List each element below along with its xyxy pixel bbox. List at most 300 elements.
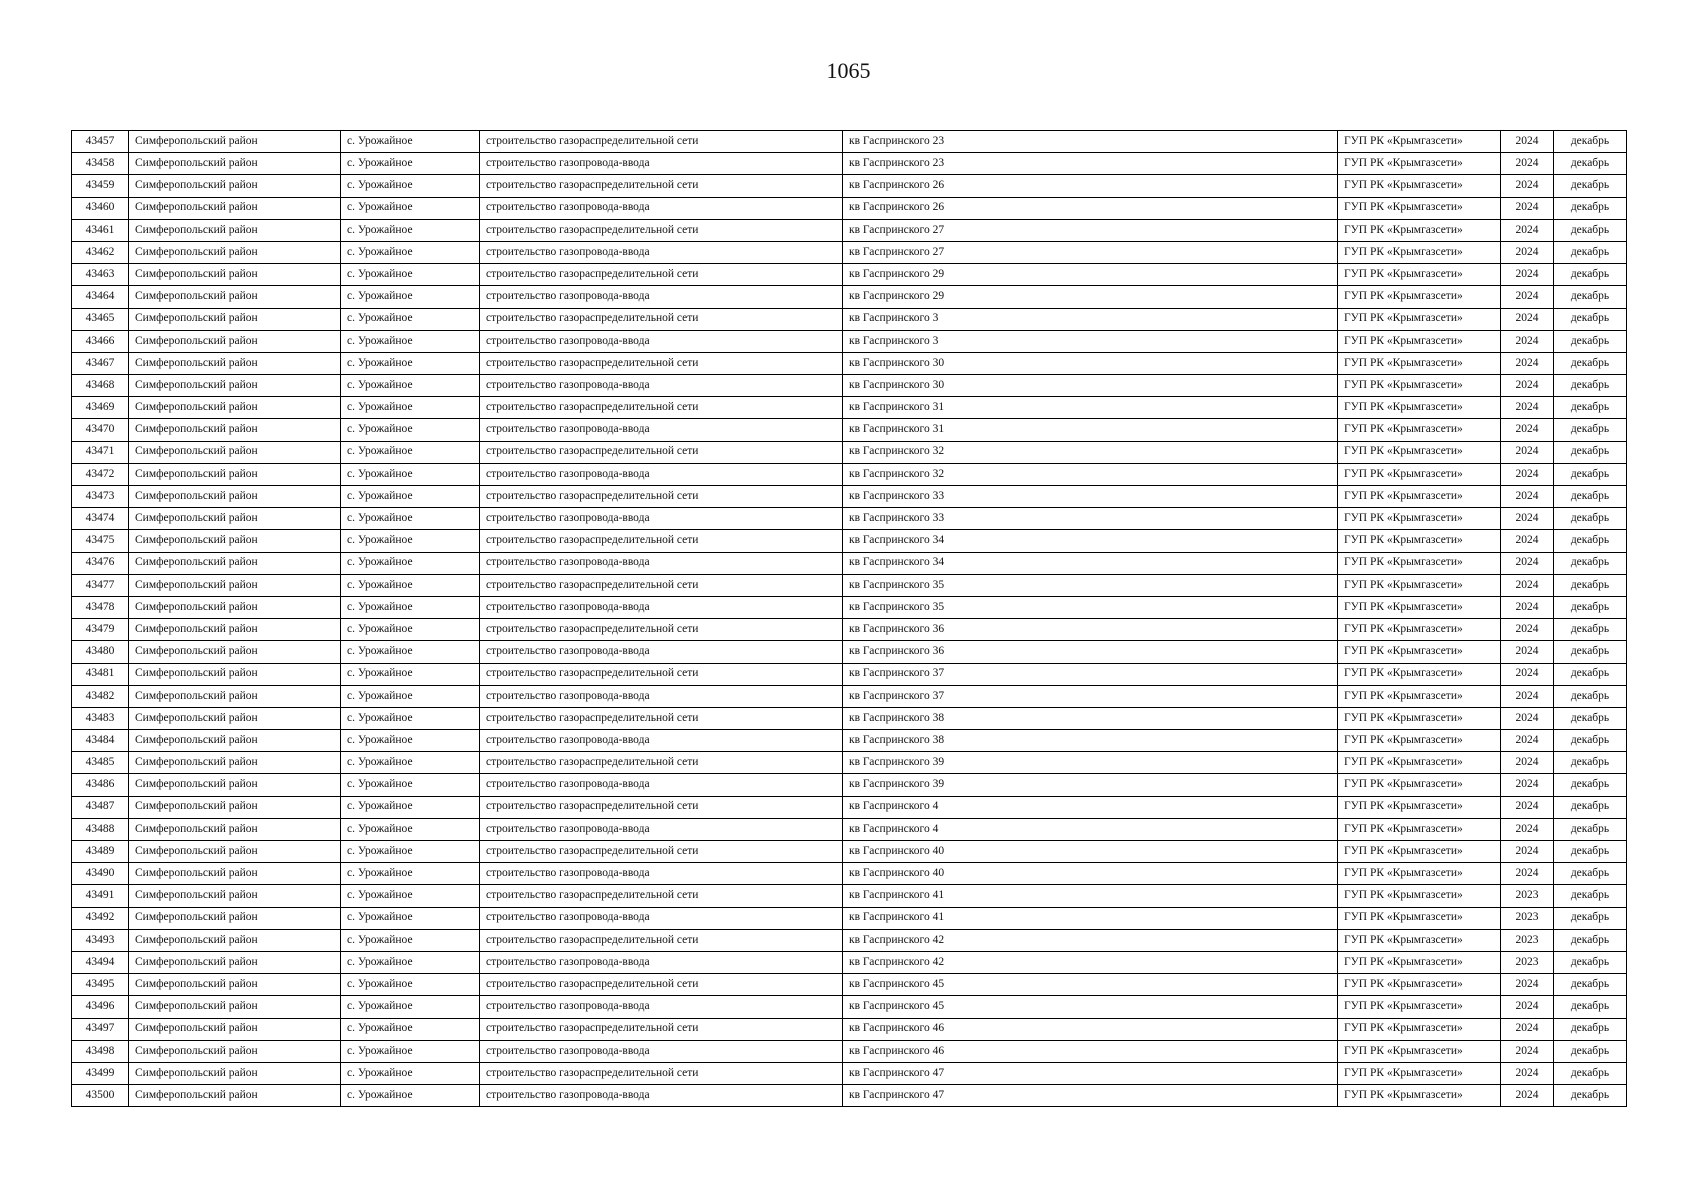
cell-district: Симферопольский район (129, 730, 341, 752)
cell-year: 2024 (1501, 1062, 1554, 1084)
cell-district: Симферопольский район (129, 929, 341, 951)
cell-organization: ГУП РК «Крымгазсети» (1338, 419, 1501, 441)
table-row (72, 841, 1627, 863)
cell-organization: ГУП РК «Крымгазсети» (1338, 707, 1501, 729)
table-row (72, 641, 1627, 663)
cell-settlement: с. Урожайное (341, 264, 480, 286)
cell-month: декабрь (1554, 286, 1627, 308)
cell-year: 2024 (1501, 619, 1554, 641)
cell-address: кв Гаспринского 35 (843, 596, 1338, 618)
cell-work-type: строительство газопровода-ввода (480, 641, 843, 663)
cell-settlement: с. Урожайное (341, 419, 480, 441)
cell-district: Симферопольский район (129, 352, 341, 374)
cell-year: 2024 (1501, 241, 1554, 263)
cell-row-number: 43461 (72, 219, 129, 241)
cell-settlement: с. Урожайное (341, 197, 480, 219)
table-row (72, 153, 1627, 175)
cell-row-number: 43466 (72, 330, 129, 352)
cell-year: 2024 (1501, 796, 1554, 818)
cell-month: декабрь (1554, 996, 1627, 1018)
cell-district: Симферопольский район (129, 951, 341, 973)
cell-work-type: строительство газопровода-ввода (480, 996, 843, 1018)
cell-settlement: с. Урожайное (341, 375, 480, 397)
cell-district: Симферопольский район (129, 574, 341, 596)
cell-district: Симферопольский район (129, 552, 341, 574)
cell-settlement: с. Урожайное (341, 486, 480, 508)
table-row (72, 486, 1627, 508)
cell-year: 2024 (1501, 530, 1554, 552)
cell-row-number: 43478 (72, 596, 129, 618)
cell-district: Симферопольский район (129, 530, 341, 552)
cell-work-type: строительство газопровода-ввода (480, 463, 843, 485)
cell-row-number: 43483 (72, 707, 129, 729)
cell-organization: ГУП РК «Крымгазсети» (1338, 619, 1501, 641)
cell-organization: ГУП РК «Крымгазсети» (1338, 241, 1501, 263)
cell-work-type: строительство газораспределительной сети (480, 530, 843, 552)
table-row (72, 219, 1627, 241)
cell-settlement: с. Урожайное (341, 907, 480, 929)
cell-year: 2024 (1501, 486, 1554, 508)
cell-organization: ГУП РК «Крымгазсети» (1338, 685, 1501, 707)
cell-address: кв Гаспринского 38 (843, 730, 1338, 752)
cell-month: декабрь (1554, 330, 1627, 352)
cell-work-type: строительство газораспределительной сети (480, 929, 843, 951)
cell-row-number: 43481 (72, 663, 129, 685)
cell-work-type: строительство газопровода-ввода (480, 330, 843, 352)
cell-month: декабрь (1554, 774, 1627, 796)
table-row (72, 552, 1627, 574)
cell-year: 2024 (1501, 730, 1554, 752)
cell-district: Симферопольский район (129, 596, 341, 618)
cell-district: Симферопольский район (129, 907, 341, 929)
cell-row-number: 43475 (72, 530, 129, 552)
cell-year: 2024 (1501, 286, 1554, 308)
cell-address: кв Гаспринского 45 (843, 974, 1338, 996)
cell-organization: ГУП РК «Крымгазсети» (1338, 175, 1501, 197)
cell-district: Симферопольский район (129, 308, 341, 330)
cell-settlement: с. Урожайное (341, 974, 480, 996)
cell-month: декабрь (1554, 685, 1627, 707)
cell-work-type: строительство газораспределительной сети (480, 308, 843, 330)
table-body (72, 131, 1627, 1107)
cell-organization: ГУП РК «Крымгазсети» (1338, 264, 1501, 286)
cell-year: 2024 (1501, 375, 1554, 397)
cell-month: декабрь (1554, 552, 1627, 574)
cell-month: декабрь (1554, 1040, 1627, 1062)
cell-organization: ГУП РК «Крымгазсети» (1338, 1085, 1501, 1107)
cell-row-number: 43493 (72, 929, 129, 951)
table-row (72, 175, 1627, 197)
cell-district: Симферопольский район (129, 508, 341, 530)
cell-organization: ГУП РК «Крымгазсети» (1338, 929, 1501, 951)
cell-work-type: строительство газопровода-ввода (480, 153, 843, 175)
cell-district: Симферопольский район (129, 885, 341, 907)
cell-row-number: 43498 (72, 1040, 129, 1062)
cell-settlement: с. Урожайное (341, 508, 480, 530)
cell-year: 2024 (1501, 818, 1554, 840)
cell-month: декабрь (1554, 707, 1627, 729)
cell-organization: ГУП РК «Крымгазсети» (1338, 730, 1501, 752)
cell-settlement: с. Урожайное (341, 596, 480, 618)
cell-row-number: 43482 (72, 685, 129, 707)
cell-district: Симферопольский район (129, 1040, 341, 1062)
cell-month: декабрь (1554, 1085, 1627, 1107)
cell-organization: ГУП РК «Крымгазсети» (1338, 508, 1501, 530)
cell-year: 2024 (1501, 974, 1554, 996)
cell-district: Симферопольский район (129, 219, 341, 241)
cell-year: 2024 (1501, 996, 1554, 1018)
table-row (72, 818, 1627, 840)
cell-district: Симферопольский район (129, 974, 341, 996)
cell-settlement: с. Урожайное (341, 153, 480, 175)
cell-organization: ГУП РК «Крымгазсети» (1338, 219, 1501, 241)
cell-organization: ГУП РК «Крымгазсети» (1338, 397, 1501, 419)
cell-year: 2024 (1501, 774, 1554, 796)
cell-month: декабрь (1554, 219, 1627, 241)
cell-organization: ГУП РК «Крымгазсети» (1338, 596, 1501, 618)
cell-year: 2024 (1501, 330, 1554, 352)
cell-address: кв Гаспринского 4 (843, 818, 1338, 840)
cell-organization: ГУП РК «Крымгазсети» (1338, 974, 1501, 996)
cell-organization: ГУП РК «Крымгазсети» (1338, 308, 1501, 330)
cell-month: декабрь (1554, 352, 1627, 374)
cell-row-number: 43468 (72, 375, 129, 397)
cell-month: декабрь (1554, 1018, 1627, 1040)
cell-district: Симферопольский район (129, 375, 341, 397)
cell-district: Симферопольский район (129, 774, 341, 796)
cell-address: кв Гаспринского 36 (843, 619, 1338, 641)
cell-work-type: строительство газораспределительной сети (480, 352, 843, 374)
cell-work-type: строительство газораспределительной сети (480, 707, 843, 729)
table-row (72, 463, 1627, 485)
cell-district: Симферопольский район (129, 241, 341, 263)
cell-month: декабрь (1554, 663, 1627, 685)
cell-settlement: с. Урожайное (341, 1040, 480, 1062)
cell-year: 2024 (1501, 574, 1554, 596)
cell-month: декабрь (1554, 619, 1627, 641)
cell-year: 2024 (1501, 641, 1554, 663)
cell-organization: ГУП РК «Крымгазсети» (1338, 774, 1501, 796)
table-row (72, 996, 1627, 1018)
table-row (72, 286, 1627, 308)
cell-month: декабрь (1554, 264, 1627, 286)
table-row (72, 596, 1627, 618)
cell-month: декабрь (1554, 641, 1627, 663)
cell-year: 2024 (1501, 685, 1554, 707)
cell-address: кв Гаспринского 32 (843, 463, 1338, 485)
cell-settlement: с. Урожайное (341, 685, 480, 707)
page-number: 1065 (826, 58, 871, 83)
cell-year: 2024 (1501, 441, 1554, 463)
cell-settlement: с. Урожайное (341, 730, 480, 752)
cell-month: декабрь (1554, 463, 1627, 485)
cell-work-type: строительство газопровода-ввода (480, 1085, 843, 1107)
cell-address: кв Гаспринского 42 (843, 951, 1338, 973)
cell-row-number: 43463 (72, 264, 129, 286)
cell-row-number: 43460 (72, 197, 129, 219)
cell-address: кв Гаспринского 37 (843, 685, 1338, 707)
cell-settlement: с. Урожайное (341, 929, 480, 951)
cell-year: 2024 (1501, 1018, 1554, 1040)
cell-month: декабрь (1554, 419, 1627, 441)
cell-district: Симферопольский район (129, 707, 341, 729)
cell-organization: ГУП РК «Крымгазсети» (1338, 574, 1501, 596)
cell-district: Симферопольский район (129, 1085, 341, 1107)
cell-settlement: с. Урожайное (341, 951, 480, 973)
cell-work-type: строительство газораспределительной сети (480, 175, 843, 197)
table-row (72, 397, 1627, 419)
cell-year: 2024 (1501, 1085, 1554, 1107)
cell-month: декабрь (1554, 574, 1627, 596)
cell-settlement: с. Урожайное (341, 885, 480, 907)
table-row (72, 663, 1627, 685)
cell-year: 2024 (1501, 596, 1554, 618)
cell-district: Симферопольский район (129, 685, 341, 707)
cell-organization: ГУП РК «Крымгазсети» (1338, 863, 1501, 885)
cell-year: 2024 (1501, 197, 1554, 219)
cell-row-number: 43459 (72, 175, 129, 197)
cell-work-type: строительство газораспределительной сети (480, 974, 843, 996)
cell-settlement: с. Урожайное (341, 574, 480, 596)
cell-organization: ГУП РК «Крымгазсети» (1338, 796, 1501, 818)
cell-work-type: строительство газораспределительной сети (480, 619, 843, 641)
cell-month: декабрь (1554, 131, 1627, 153)
cell-month: декабрь (1554, 197, 1627, 219)
cell-district: Симферопольский район (129, 752, 341, 774)
cell-district: Симферопольский район (129, 619, 341, 641)
table-row (72, 530, 1627, 552)
cell-address: кв Гаспринского 40 (843, 863, 1338, 885)
cell-row-number: 43485 (72, 752, 129, 774)
cell-month: декабрь (1554, 241, 1627, 263)
cell-address: кв Гаспринского 35 (843, 574, 1338, 596)
cell-address: кв Гаспринского 30 (843, 375, 1338, 397)
cell-district: Симферопольский район (129, 663, 341, 685)
cell-settlement: с. Урожайное (341, 1085, 480, 1107)
cell-settlement: с. Урожайное (341, 463, 480, 485)
table-row (72, 330, 1627, 352)
cell-address: кв Гаспринского 27 (843, 219, 1338, 241)
cell-organization: ГУП РК «Крымгазсети» (1338, 907, 1501, 929)
cell-settlement: с. Урожайное (341, 841, 480, 863)
cell-year: 2023 (1501, 885, 1554, 907)
cell-month: декабрь (1554, 796, 1627, 818)
cell-organization: ГУП РК «Крымгазсети» (1338, 530, 1501, 552)
cell-year: 2024 (1501, 419, 1554, 441)
cell-address: кв Гаспринского 3 (843, 308, 1338, 330)
cell-district: Симферопольский район (129, 1062, 341, 1084)
cell-district: Симферопольский район (129, 330, 341, 352)
cell-year: 2023 (1501, 907, 1554, 929)
cell-row-number: 43473 (72, 486, 129, 508)
cell-row-number: 43476 (72, 552, 129, 574)
cell-organization: ГУП РК «Крымгазсети» (1338, 752, 1501, 774)
cell-year: 2024 (1501, 752, 1554, 774)
cell-address: кв Гаспринского 42 (843, 929, 1338, 951)
cell-organization: ГУП РК «Крымгазсети» (1338, 1062, 1501, 1084)
cell-address: кв Гаспринского 34 (843, 552, 1338, 574)
cell-district: Симферопольский район (129, 1018, 341, 1040)
cell-organization: ГУП РК «Крымгазсети» (1338, 330, 1501, 352)
cell-address: кв Гаспринского 38 (843, 707, 1338, 729)
cell-organization: ГУП РК «Крымгазсети» (1338, 463, 1501, 485)
cell-month: декабрь (1554, 375, 1627, 397)
cell-address: кв Гаспринского 23 (843, 153, 1338, 175)
table-row (72, 885, 1627, 907)
cell-address: кв Гаспринского 29 (843, 286, 1338, 308)
cell-work-type: строительство газопровода-ввода (480, 730, 843, 752)
table-row (72, 730, 1627, 752)
cell-row-number: 43500 (72, 1085, 129, 1107)
cell-district: Симферопольский район (129, 818, 341, 840)
table-row (72, 375, 1627, 397)
cell-row-number: 43484 (72, 730, 129, 752)
cell-work-type: строительство газораспределительной сети (480, 663, 843, 685)
cell-row-number: 43471 (72, 441, 129, 463)
cell-settlement: с. Урожайное (341, 441, 480, 463)
cell-organization: ГУП РК «Крымгазсети» (1338, 197, 1501, 219)
cell-month: декабрь (1554, 863, 1627, 885)
cell-organization: ГУП РК «Крымгазсети» (1338, 663, 1501, 685)
cell-address: кв Гаспринского 31 (843, 397, 1338, 419)
cell-month: декабрь (1554, 1062, 1627, 1084)
cell-month: декабрь (1554, 153, 1627, 175)
cell-district: Симферопольский район (129, 463, 341, 485)
cell-organization: ГУП РК «Крымгазсети» (1338, 352, 1501, 374)
cell-address: кв Гаспринского 37 (843, 663, 1338, 685)
cell-row-number: 43472 (72, 463, 129, 485)
table-row (72, 574, 1627, 596)
table-row (72, 1040, 1627, 1062)
cell-month: декабрь (1554, 929, 1627, 951)
cell-work-type: строительство газопровода-ввода (480, 774, 843, 796)
cell-row-number: 43457 (72, 131, 129, 153)
cell-address: кв Гаспринского 32 (843, 441, 1338, 463)
cell-settlement: с. Урожайное (341, 552, 480, 574)
table-row (72, 241, 1627, 263)
cell-organization: ГУП РК «Крымгазсети» (1338, 153, 1501, 175)
cell-district: Симферопольский район (129, 419, 341, 441)
cell-year: 2024 (1501, 352, 1554, 374)
cell-year: 2024 (1501, 219, 1554, 241)
cell-address: кв Гаспринского 33 (843, 486, 1338, 508)
cell-organization: ГУП РК «Крымгазсети» (1338, 375, 1501, 397)
cell-district: Симферопольский район (129, 397, 341, 419)
cell-month: декабрь (1554, 308, 1627, 330)
cell-work-type: строительство газораспределительной сети (480, 397, 843, 419)
cell-address: кв Гаспринского 36 (843, 641, 1338, 663)
cell-settlement: с. Урожайное (341, 352, 480, 374)
cell-district: Симферопольский район (129, 863, 341, 885)
cell-settlement: с. Урожайное (341, 707, 480, 729)
cell-work-type: строительство газопровода-ввода (480, 596, 843, 618)
cell-settlement: с. Урожайное (341, 641, 480, 663)
cell-month: декабрь (1554, 974, 1627, 996)
cell-settlement: с. Урожайное (341, 752, 480, 774)
table-row (72, 685, 1627, 707)
cell-row-number: 43492 (72, 907, 129, 929)
cell-year: 2024 (1501, 131, 1554, 153)
table-row (72, 929, 1627, 951)
cell-district: Симферопольский район (129, 996, 341, 1018)
cell-work-type: строительство газопровода-ввода (480, 951, 843, 973)
cell-address: кв Гаспринского 26 (843, 197, 1338, 219)
table-row (72, 796, 1627, 818)
cell-work-type: строительство газораспределительной сети (480, 752, 843, 774)
cell-row-number: 43487 (72, 796, 129, 818)
cell-year: 2024 (1501, 663, 1554, 685)
cell-district: Симферопольский район (129, 131, 341, 153)
cell-address: кв Гаспринского 39 (843, 752, 1338, 774)
cell-address: кв Гаспринского 40 (843, 841, 1338, 863)
cell-work-type: строительство газораспределительной сети (480, 796, 843, 818)
cell-settlement: с. Урожайное (341, 663, 480, 685)
table-row (72, 441, 1627, 463)
cell-row-number: 43467 (72, 352, 129, 374)
cell-organization: ГУП РК «Крымгазсети» (1338, 641, 1501, 663)
cell-address: кв Гаспринского 26 (843, 175, 1338, 197)
cell-work-type: строительство газораспределительной сети (480, 486, 843, 508)
cell-settlement: с. Урожайное (341, 530, 480, 552)
cell-year: 2023 (1501, 951, 1554, 973)
cell-work-type: строительство газораспределительной сети (480, 574, 843, 596)
cell-row-number: 43499 (72, 1062, 129, 1084)
table-row (72, 131, 1627, 153)
cell-year: 2024 (1501, 264, 1554, 286)
cell-organization: ГУП РК «Крымгазсети» (1338, 131, 1501, 153)
cell-row-number: 43497 (72, 1018, 129, 1040)
cell-settlement: с. Урожайное (341, 397, 480, 419)
table-row (72, 419, 1627, 441)
cell-settlement: с. Урожайное (341, 131, 480, 153)
cell-year: 2024 (1501, 397, 1554, 419)
cell-month: декабрь (1554, 530, 1627, 552)
cell-work-type: строительство газопровода-ввода (480, 818, 843, 840)
cell-district: Симферопольский район (129, 796, 341, 818)
cell-work-type: строительство газопровода-ввода (480, 419, 843, 441)
cell-organization: ГУП РК «Крымгазсети» (1338, 486, 1501, 508)
table-row (72, 752, 1627, 774)
cell-district: Симферопольский район (129, 286, 341, 308)
cell-month: декабрь (1554, 907, 1627, 929)
cell-settlement: с. Урожайное (341, 796, 480, 818)
cell-row-number: 43464 (72, 286, 129, 308)
registry-table (71, 130, 1627, 1107)
cell-row-number: 43494 (72, 951, 129, 973)
cell-row-number: 43469 (72, 397, 129, 419)
table-row (72, 907, 1627, 929)
cell-row-number: 43491 (72, 885, 129, 907)
cell-address: кв Гаспринского 3 (843, 330, 1338, 352)
cell-organization: ГУП РК «Крымгазсети» (1338, 818, 1501, 840)
cell-work-type: строительство газораспределительной сети (480, 841, 843, 863)
table-row (72, 308, 1627, 330)
cell-work-type: строительство газораспределительной сети (480, 885, 843, 907)
cell-settlement: с. Урожайное (341, 219, 480, 241)
cell-row-number: 43458 (72, 153, 129, 175)
cell-row-number: 43496 (72, 996, 129, 1018)
cell-settlement: с. Урожайное (341, 1062, 480, 1084)
table-row (72, 774, 1627, 796)
cell-settlement: с. Урожайное (341, 863, 480, 885)
cell-district: Симферопольский район (129, 486, 341, 508)
cell-row-number: 43462 (72, 241, 129, 263)
cell-month: декабрь (1554, 441, 1627, 463)
cell-address: кв Гаспринского 23 (843, 131, 1338, 153)
cell-month: декабрь (1554, 730, 1627, 752)
cell-work-type: строительство газопровода-ввода (480, 197, 843, 219)
table-row (72, 707, 1627, 729)
